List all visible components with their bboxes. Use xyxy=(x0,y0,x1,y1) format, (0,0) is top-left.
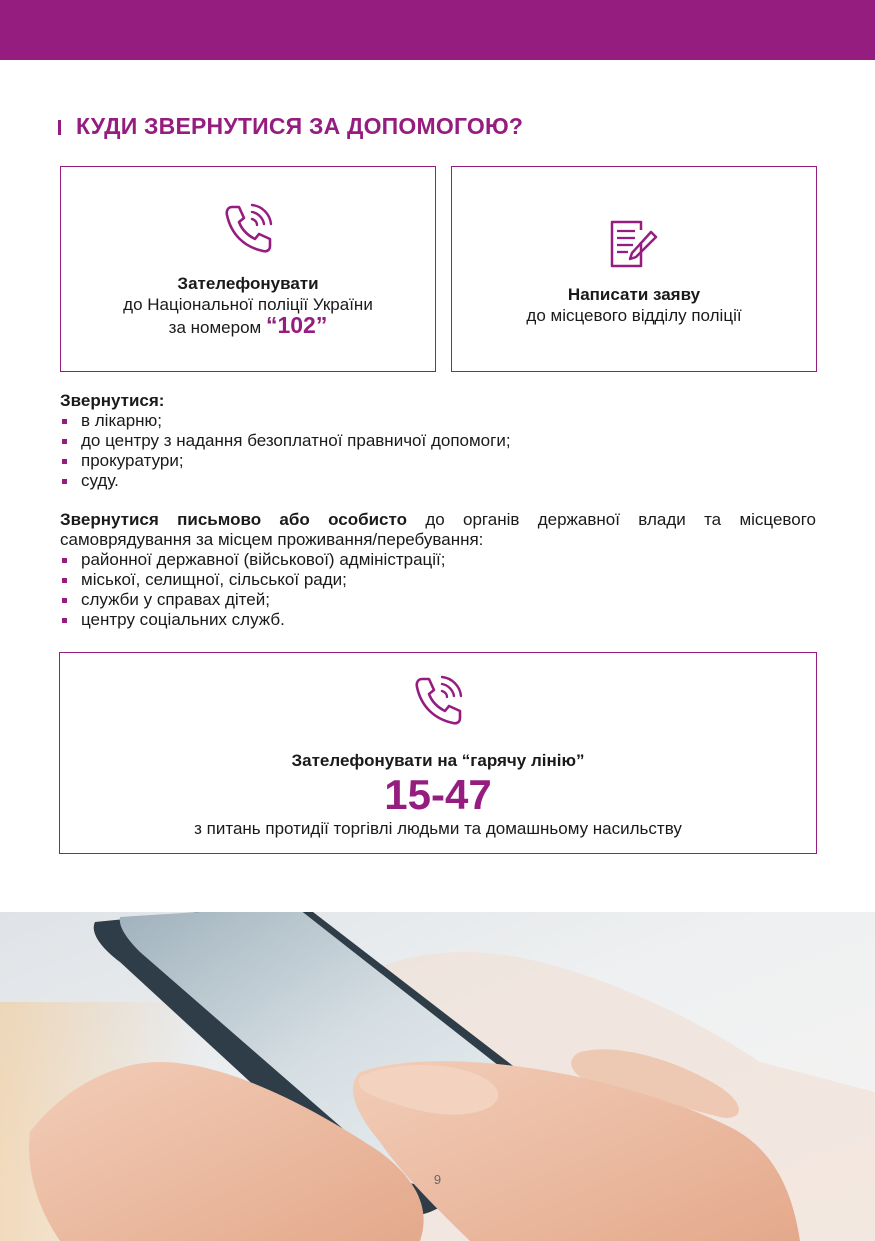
list-item: центру соціальних служб. xyxy=(60,610,816,630)
list-item: міської, селищної, сільської ради; xyxy=(60,570,816,590)
contact-list xyxy=(60,411,816,491)
statement-card-line1: до місцевого відділу поліції xyxy=(526,306,742,325)
police-card-line1: до Національної поліції України xyxy=(123,295,373,314)
hotline-card xyxy=(59,652,817,854)
header-bar xyxy=(0,0,875,60)
statement-card xyxy=(451,166,817,372)
list-item: районної державної (військової) адміністрації; xyxy=(60,550,816,570)
phone-ringing-icon xyxy=(412,675,466,727)
authorities-list xyxy=(60,550,816,630)
phone-ringing-icon xyxy=(222,203,276,255)
list-item: служби у справах дітей; xyxy=(60,590,816,610)
authorities-section xyxy=(60,510,816,630)
page-number: 9 xyxy=(433,1172,442,1187)
title-marker xyxy=(58,120,61,135)
list-item: прокуратури; xyxy=(60,451,816,471)
contact-section xyxy=(60,391,816,491)
list-item: до центру з надання безоплатної правничої допомоги; xyxy=(60,431,816,451)
document-pen-icon xyxy=(608,218,660,270)
list-item: суду. xyxy=(60,471,816,491)
authorities-intro-bold: Звернутися письмово або особисто xyxy=(60,510,407,529)
authorities-intro-rest: до органів державної влади та місцевого самоврядування за місцем проживання/перебування: xyxy=(60,510,816,549)
hotline-heading: Зателефонувати на “гарячу лінію” xyxy=(291,751,585,770)
statement-card-heading: Написати заяву xyxy=(567,285,701,304)
hotline-number: 15-47 xyxy=(384,771,492,818)
police-number: “102” xyxy=(265,312,328,338)
list-item: в лікарню; xyxy=(60,411,816,431)
police-card-heading: Зателефонувати xyxy=(177,274,319,293)
hotline-description: з питань протидії торгівлі людьми та домашньому насильству xyxy=(194,819,682,838)
page-title: КУДИ ЗВЕРНУТИСЯ ЗА ДОПОМОГОЮ? xyxy=(76,113,524,139)
contact-heading: Звернутися: xyxy=(60,391,165,410)
hands-holding-smartphone-photo xyxy=(0,912,875,1241)
police-card-line2: за номером xyxy=(168,318,262,337)
authorities-intro xyxy=(60,510,816,550)
police-call-card xyxy=(60,166,436,372)
